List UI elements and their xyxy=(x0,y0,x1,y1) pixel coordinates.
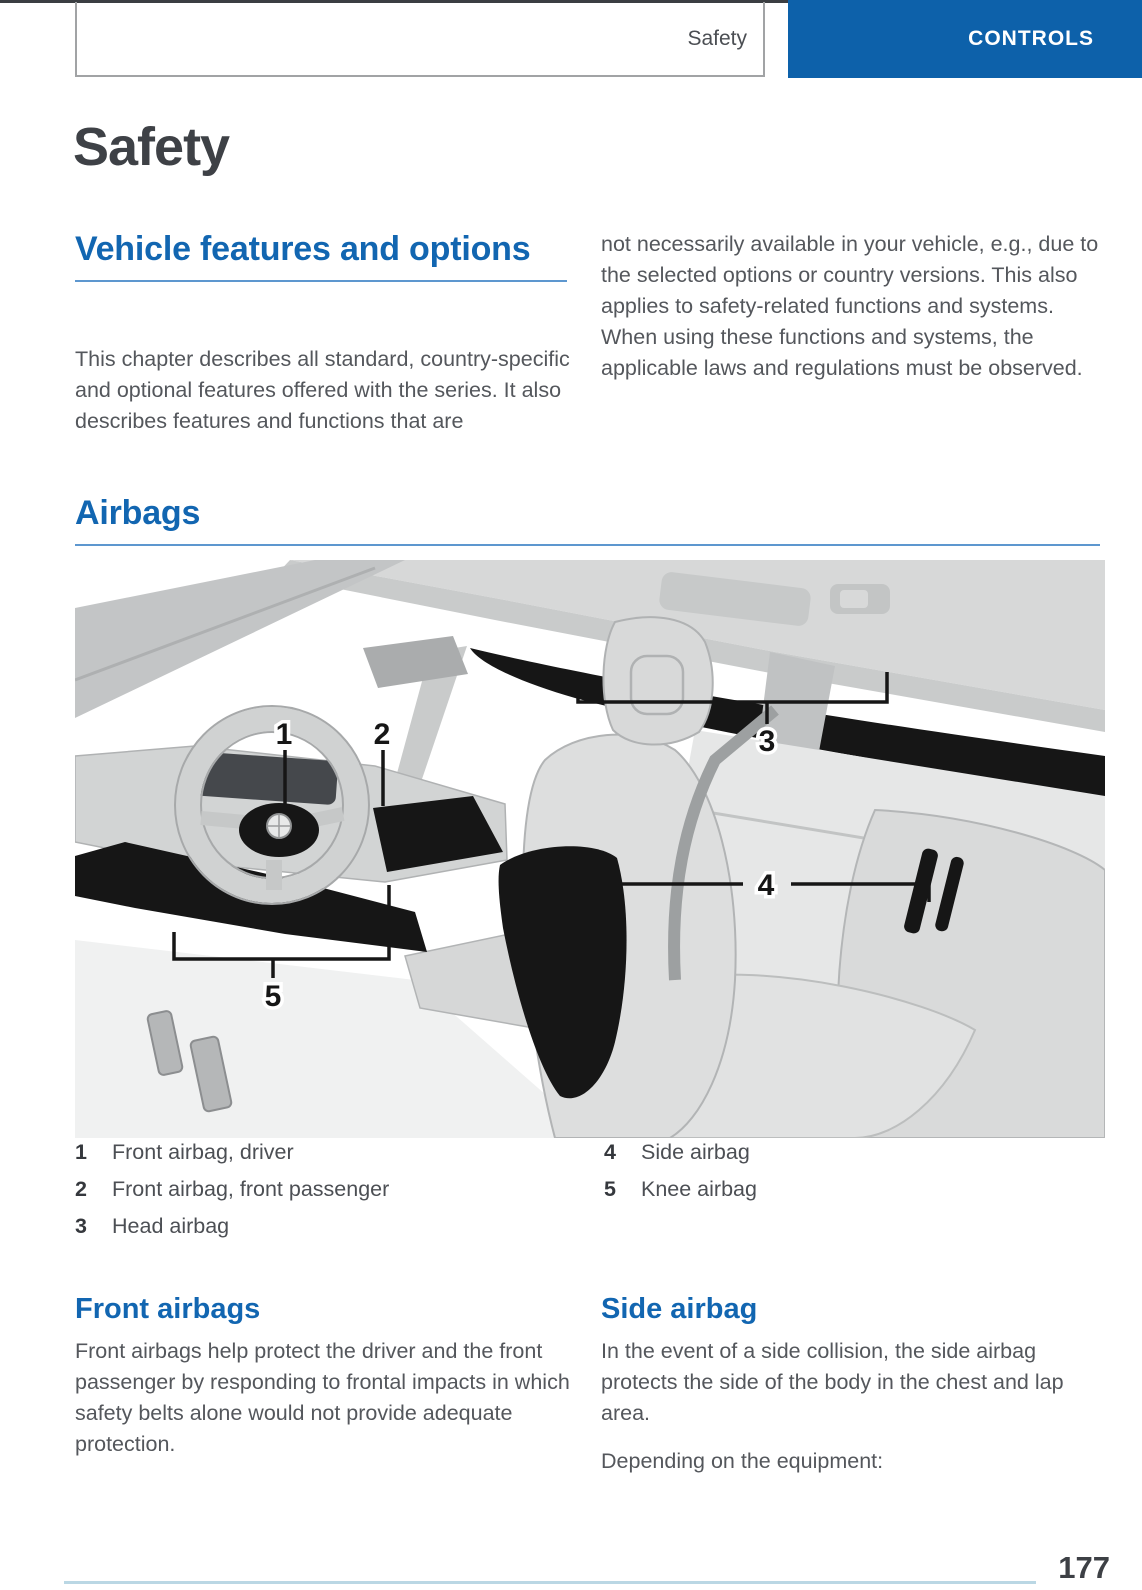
legend-item xyxy=(75,1177,389,1214)
header-chapter-box xyxy=(75,2,765,77)
side-airbag-paragraph: In the event of a side collision, the side airbag protects the side of the body in the chest and lap area. xyxy=(601,1339,1064,1425)
page-title: Safety xyxy=(73,117,230,177)
airbags-legend-left xyxy=(75,1140,389,1251)
legend-label: Front airbag, front passenger xyxy=(112,1177,390,1201)
callout-1: 1 xyxy=(275,718,293,751)
legend-label: Front airbag, driver xyxy=(112,1140,294,1164)
callout-2: 2 xyxy=(373,718,391,751)
airbags-heading-rule xyxy=(75,544,1100,546)
legend-item xyxy=(604,1177,757,1214)
header-section-tab xyxy=(788,0,1142,78)
callout-4: 4 xyxy=(757,869,775,902)
airbags-heading-block xyxy=(75,492,1100,546)
front-airbags-heading: Front airbags xyxy=(75,1293,261,1325)
vehicle-features-heading: Vehicle features and options xyxy=(75,230,531,268)
legend-num: 3 xyxy=(75,1214,87,1238)
callout-5: 5 xyxy=(264,980,282,1013)
legend-label: Knee airbag xyxy=(641,1177,757,1201)
legend-num: 1 xyxy=(75,1140,87,1164)
footer-rule xyxy=(64,1581,1036,1584)
legend-label: Head airbag xyxy=(112,1214,230,1238)
airbags-legend-right xyxy=(604,1140,757,1214)
legend-label: Side airbag xyxy=(641,1140,750,1164)
legend-num: 2 xyxy=(75,1177,87,1201)
dome-light-lens xyxy=(840,590,868,608)
header-chapter-label: Safety xyxy=(687,26,747,50)
header-tab-label: CONTROLS xyxy=(968,27,1094,50)
headrest-shape xyxy=(603,617,712,744)
vehicle-features-paragraph-left: This chapter describes all standard, country-specific and optional features offered with the series. It also describes features and functions that are xyxy=(75,347,570,433)
legend-num: 4 xyxy=(604,1140,616,1164)
legend-item xyxy=(604,1140,757,1177)
legend-item xyxy=(75,1140,389,1177)
page-number: 177 xyxy=(1058,1550,1110,1585)
wheel-spoke-left xyxy=(201,818,245,822)
legend-item xyxy=(75,1214,389,1251)
vehicle-features-paragraph-right: not necessarily available in your vehicle, e.g., due to the selected options or country versions. This also applies to safety-related functions and systems. When using these functions and systems, the applicable laws and regulations must be observed. xyxy=(601,232,1099,380)
side-airbag-heading: Side airbag xyxy=(601,1293,758,1325)
vehicle-features-heading-block xyxy=(75,228,567,282)
vehicle-features-heading-rule xyxy=(75,280,567,282)
legend-num: 5 xyxy=(604,1177,616,1201)
airbags-illustration xyxy=(75,560,1105,1138)
callout-3: 3 xyxy=(758,725,776,758)
side-airbag-paragraph-2: Depending on the equipment: xyxy=(601,1449,884,1473)
airbags-heading: Airbags xyxy=(75,494,201,532)
front-airbags-paragraph: Front airbags help protect the driver and the front passenger by responding to frontal impacts in which safety belts alone would not provide adequate protection. xyxy=(75,1339,570,1456)
